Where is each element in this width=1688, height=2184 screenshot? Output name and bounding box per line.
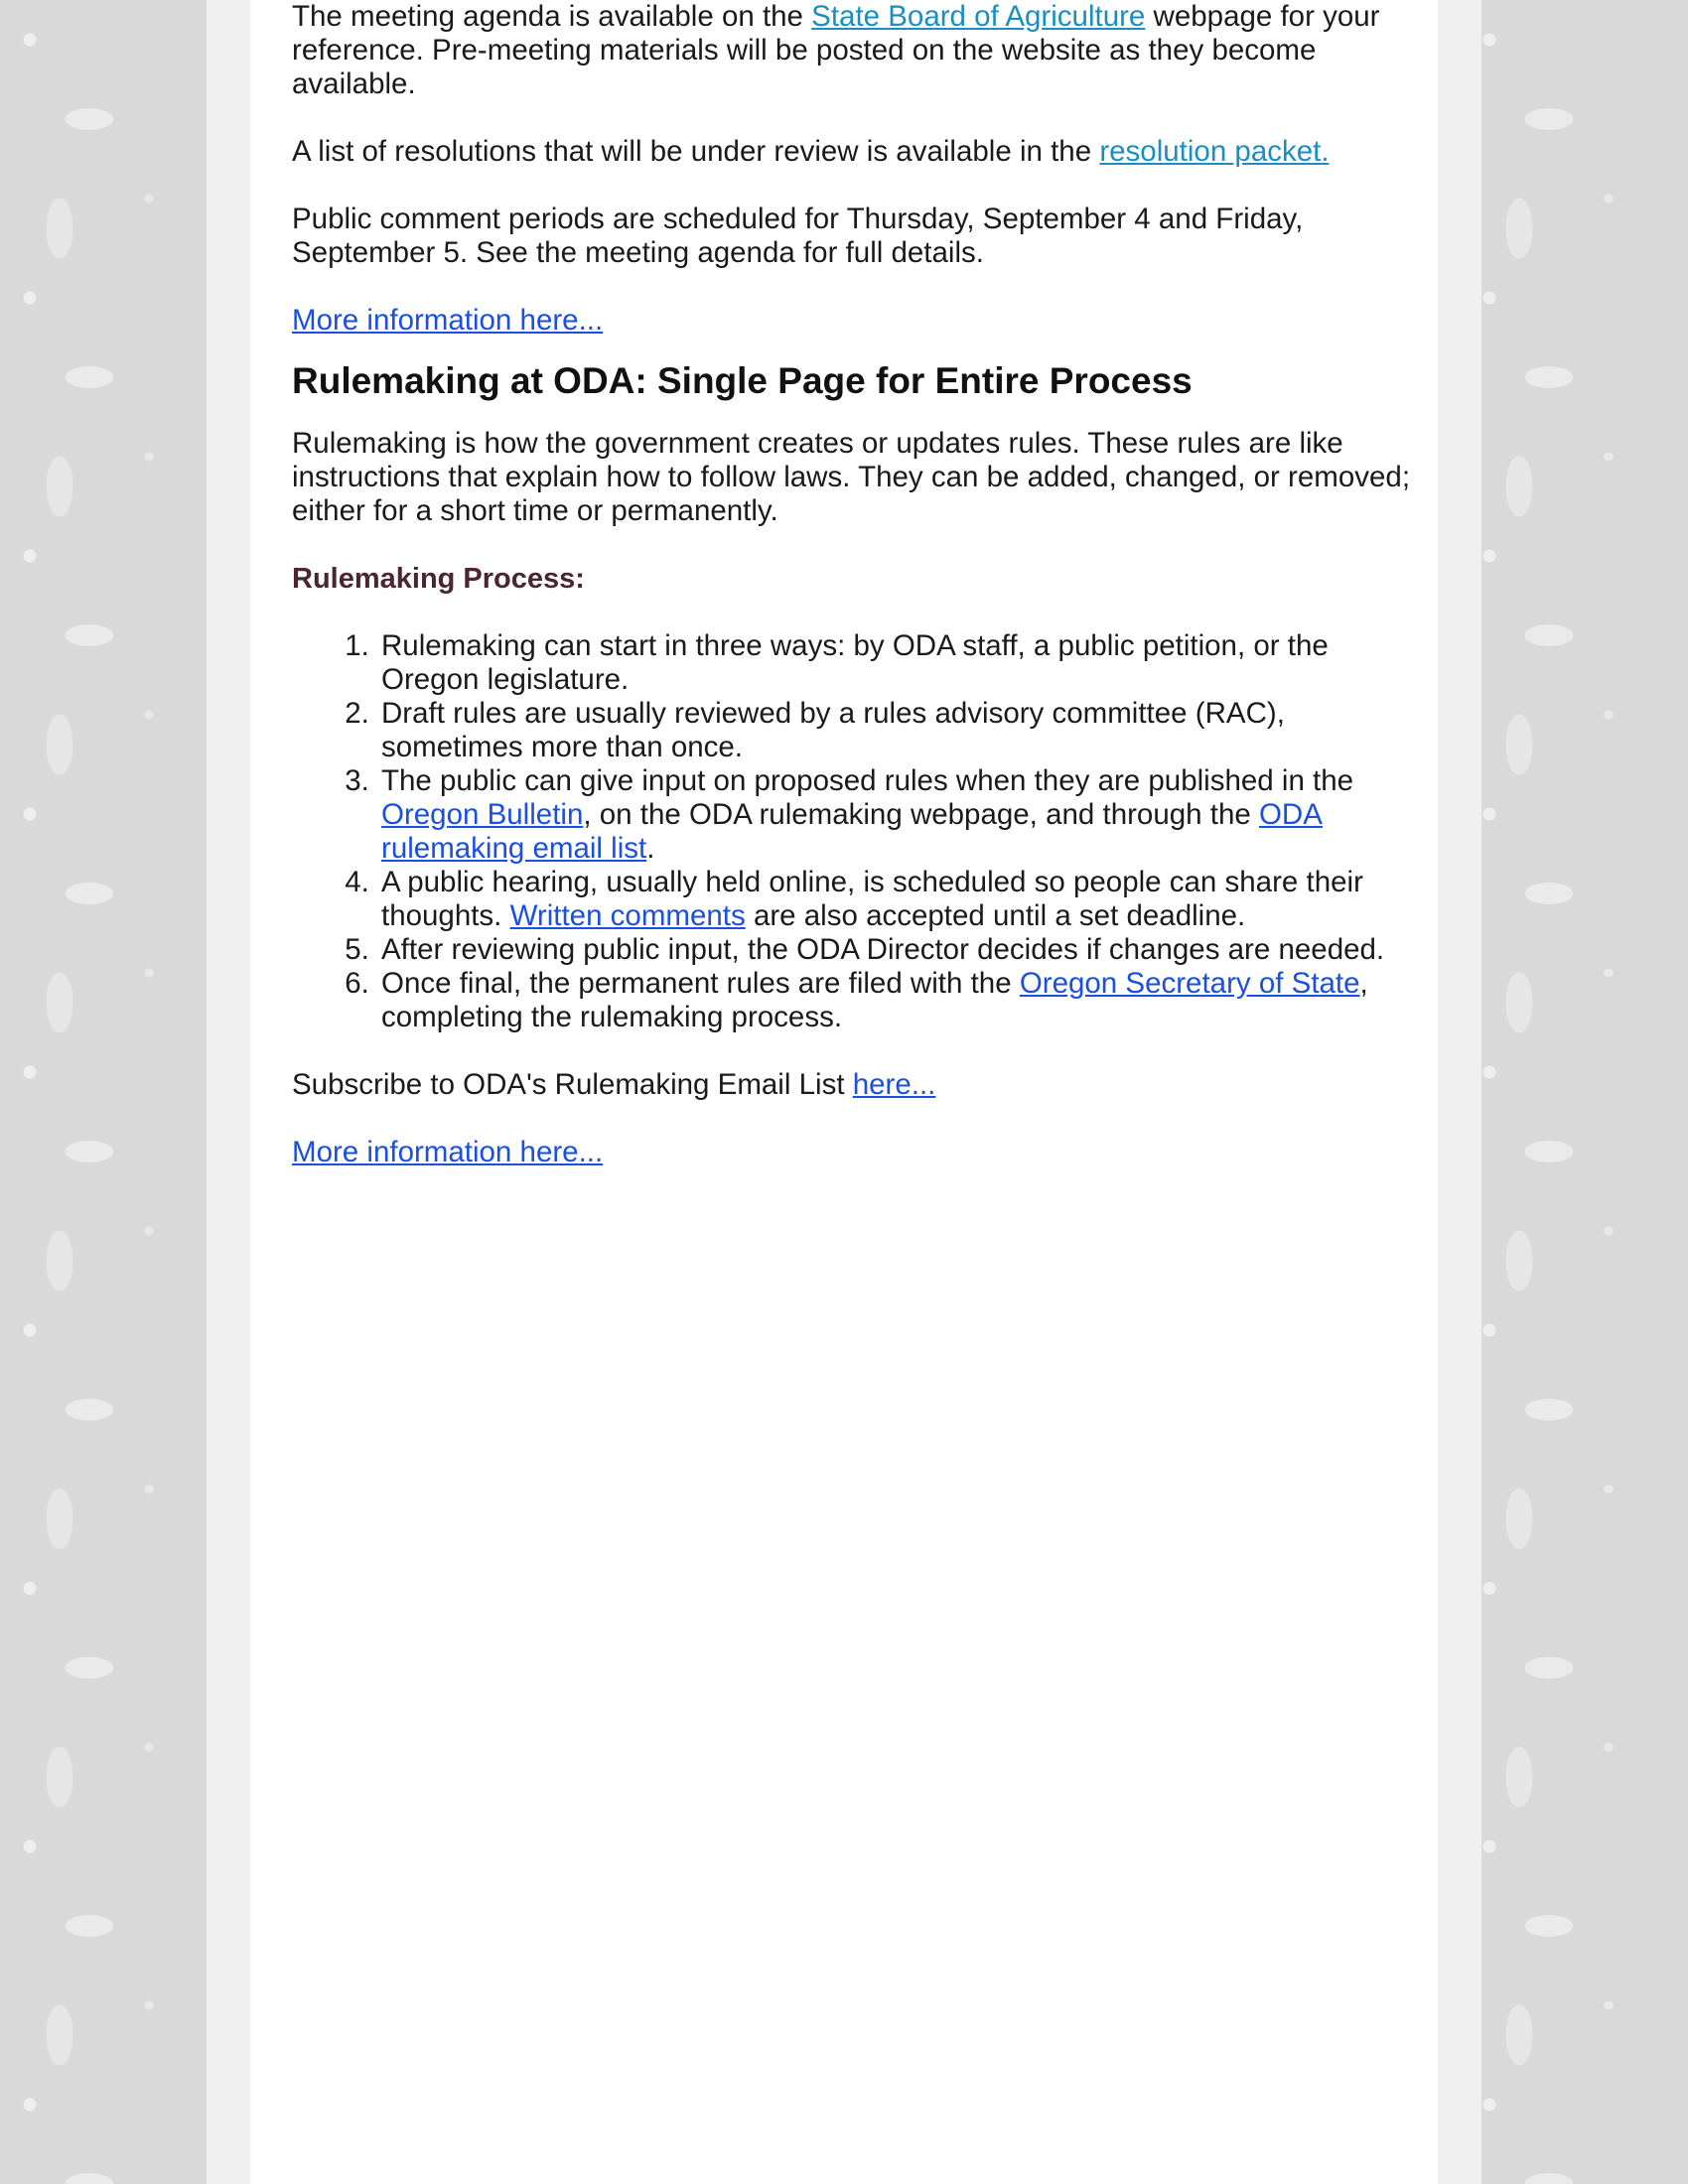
newsletter-content <box>292 0 1414 1169</box>
state-board-link[interactable]: State Board of Agriculture <box>811 0 1146 33</box>
oregon-secretary-of-state-link[interactable]: Oregon Secretary of State <box>1019 967 1360 1000</box>
oregon-bulletin-link[interactable]: Oregon Bulletin <box>381 798 584 831</box>
right-gutter <box>1438 0 1481 2184</box>
subscribe-here-link[interactable]: here... <box>852 1068 936 1101</box>
resolutions-paragraph: A list of resolutions that will be under review is available in the resolution packet. <box>292 135 1330 168</box>
left-gutter <box>207 0 250 2184</box>
process-steps-list <box>292 629 1414 1034</box>
written-comments-link[interactable]: Written comments <box>509 899 746 932</box>
agenda-paragraph: The meeting agenda is available on the State Board of Agriculture webpage for your reference. Pre-meeting materials will be posted on the website as they become available. <box>292 0 1380 100</box>
list-item: 6. Once final, the permanent rules are filed with the Oregon Secretary of State, completing the rulemaking process. <box>377 967 1414 1034</box>
subscribe-paragraph: Subscribe to ODA's Rulemaking Email List here... <box>292 1068 936 1101</box>
meeting-more-info-link[interactable]: More information here... <box>292 304 604 337</box>
list-item: 1. Rulemaking can start in three ways: by ODA staff, a public petition, or the Oregon legislature. <box>377 629 1414 697</box>
list-item: 2. Draft rules are usually reviewed by a rules advisory committee (RAC), sometimes more than once. <box>377 697 1414 764</box>
public-comment-paragraph: Public comment periods are scheduled for Thursday, September 4 and Friday, September 5. See the meeting agenda for full details. <box>292 203 1304 269</box>
meeting-more-info <box>292 304 1414 338</box>
rulemaking-more-info-link[interactable]: More information here... <box>292 1136 604 1168</box>
list-item: 3. The public can give input on proposed rules when they are published in the Oregon Bulletin, on the ODA rulemaking webpage, and through the ODA rulemaking email list. <box>377 764 1414 866</box>
rulemaking-heading: Rulemaking at ODA: Single Page for Entire Process <box>292 360 1193 401</box>
resolution-packet-link[interactable]: resolution packet. <box>1099 135 1330 168</box>
rulemaking-more-info <box>292 1136 1414 1169</box>
process-title: Rulemaking Process: <box>292 563 585 595</box>
rulemaking-intro: Rulemaking is how the government creates or updates rules. These rules are like instructions that explain how to follow laws. They can be added, changed, or removed; either for a short time or permanently. <box>292 427 1411 527</box>
list-item: 5. After reviewing public input, the ODA Director decides if changes are needed. <box>377 933 1414 967</box>
oda-rulemaking-email-list-link[interactable]: ODA rulemaking email list <box>381 798 1323 865</box>
list-item: 4. A public hearing, usually held online, is scheduled so people can share their thoughts. Written comments are also accepted until a set deadline. <box>377 866 1414 933</box>
